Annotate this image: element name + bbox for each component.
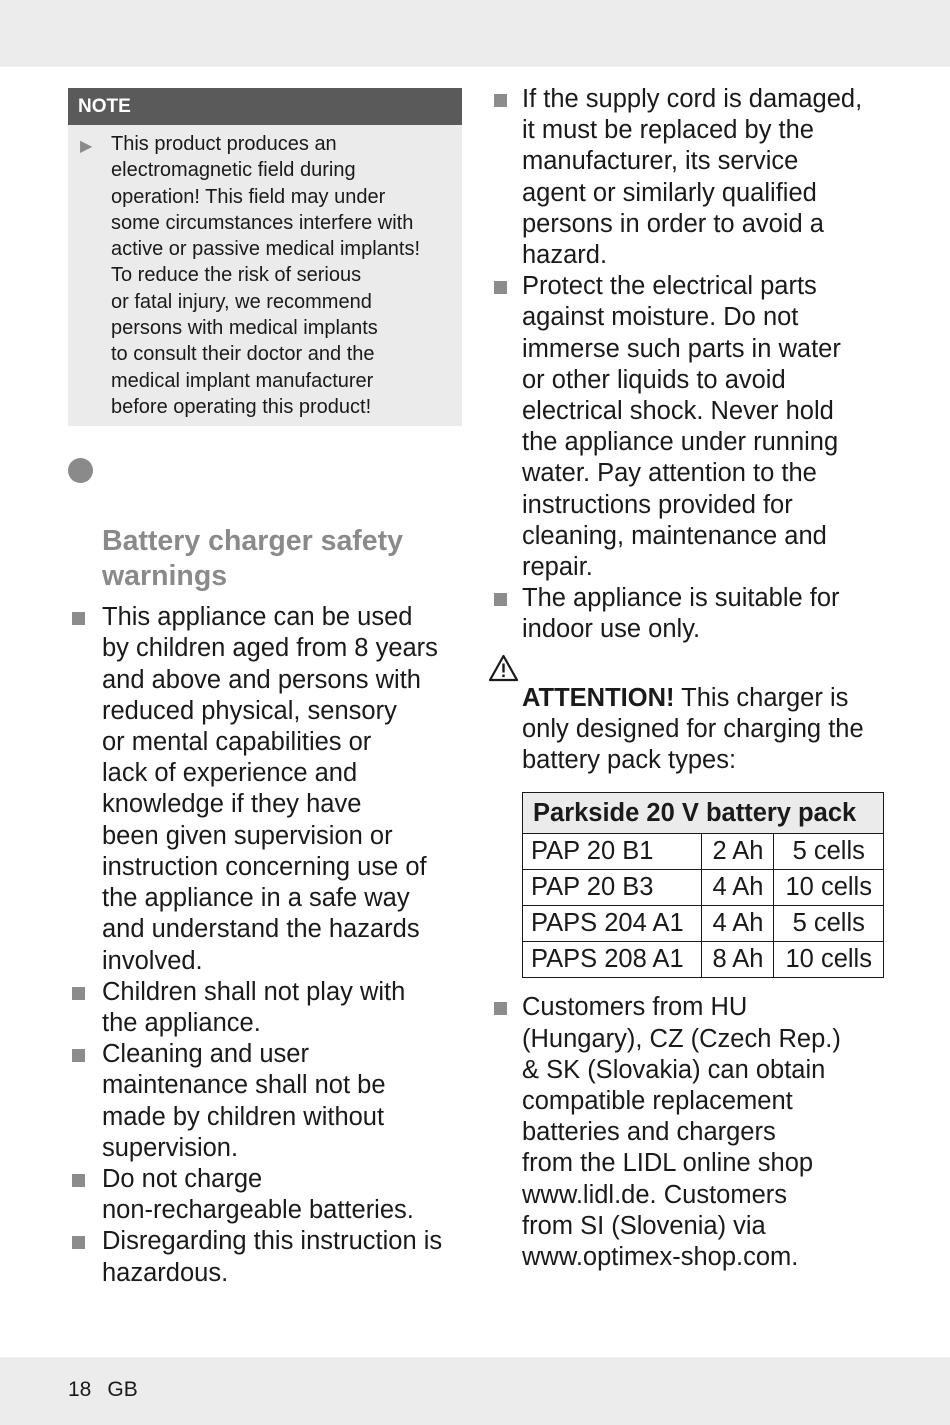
capacity-cell: 4 Ah <box>702 870 774 906</box>
section-heading-text: Battery charger safety warnings <box>102 525 403 593</box>
list-item <box>488 84 884 271</box>
list-item-text: Children shall not play with the appliance. <box>102 977 406 1037</box>
attention-paragraph <box>488 652 884 777</box>
list-item-text: Disregarding this instruction is hazardous. <box>102 1227 443 1287</box>
list-item <box>488 271 884 583</box>
left-column <box>68 88 462 1289</box>
model-cell: PAP 20 B1 <box>523 834 702 870</box>
capacity-cell: 2 Ah <box>702 834 774 870</box>
square-bullet-icon <box>494 1002 507 1015</box>
capacity-cell: 8 Ah <box>702 942 774 978</box>
list-item <box>68 977 462 1039</box>
list-item <box>488 583 884 645</box>
list-item-text: This appliance can be used by children aged from 8 years and above and persons with reduced physical, sensory or mental capabilities or lack of experience and knowledge if they have been given supervision or instruction concerning use of the appliance in a safe way and understand the hazards involved. <box>102 603 438 975</box>
triangle-right-icon: ▶ <box>80 138 93 155</box>
warning-triangle-icon <box>488 654 519 682</box>
cells-cell: 10 cells <box>774 870 884 906</box>
table-row <box>523 870 884 906</box>
square-bullet-icon <box>72 612 85 625</box>
left-bullet-list <box>68 602 462 1288</box>
list-item-text: If the supply cord is damaged, it must be replaced by the manufacturer, its service agent or similarly qualified persons in order to avoid a hazard. <box>522 85 863 270</box>
attention-label: ATTENTION! <box>522 683 675 712</box>
square-bullet-icon <box>494 281 507 294</box>
list-item-text: Do not charge non-rechargeable batteries. <box>102 1164 414 1225</box>
note-text: This product produces an electromagnetic field during operation! This field may under some circumstances interfere with active or passive medical implants! To reduce the risk of serious or fatal injury, we recommend persons with medical implants to consult their doctor and the medical implant manufacturer before operating this product! <box>111 133 421 418</box>
list-item-text: The appliance is suitable for indoor use only. <box>522 584 840 644</box>
square-bullet-icon <box>72 987 85 1000</box>
page-number: 18 <box>68 1378 92 1401</box>
square-bullet-icon <box>72 1236 85 1249</box>
square-bullet-icon <box>72 1049 85 1062</box>
square-bullet-icon <box>72 1174 85 1187</box>
cells-cell: 10 cells <box>774 942 884 978</box>
list-item <box>68 1164 462 1226</box>
list-item-text: Cleaning and user maintenance shall not be made by children without supervision. <box>102 1040 386 1162</box>
battery-pack-table <box>522 792 884 978</box>
list-item <box>68 1226 462 1288</box>
note-header: NOTE <box>68 88 462 125</box>
model-cell: PAPS 204 A1 <box>523 906 702 942</box>
note-body <box>68 125 462 426</box>
square-bullet-icon <box>494 94 507 107</box>
list-item <box>68 1039 462 1164</box>
list-item-text: Customers from HU (Hungary), CZ (Czech Rep.) & SK (Slovakia) can obtain compatible replacement batteries and chargers from the LIDL online shop www.lidl.de. Customers from SI (Slovenia) via www.optimex-shop.com. <box>522 993 841 1272</box>
table-header-row <box>523 793 884 834</box>
top-band <box>0 0 950 67</box>
list-item-text: Protect the electrical parts against moisture. Do not immerse such parts in water or other liquids to avoid electrical shock. Never hold the appliance under running water. Pay attention to the instructions provided for cleaning, maintenance and repair. <box>522 272 841 582</box>
table-row <box>523 942 884 978</box>
section-heading <box>68 454 462 594</box>
table-header: Parkside 20 V battery pack <box>523 793 884 834</box>
circle-bullet-icon <box>68 458 93 483</box>
page-footer <box>68 1378 154 1402</box>
square-bullet-icon <box>494 593 507 606</box>
capacity-cell: 4 Ah <box>702 906 774 942</box>
cells-cell: 5 cells <box>774 834 884 870</box>
table-row <box>523 906 884 942</box>
model-cell: PAP 20 B3 <box>523 870 702 906</box>
list-item <box>488 992 884 1273</box>
right-column <box>488 84 884 1273</box>
attention-text: This charger is only designed for charging the battery pack types: <box>522 683 864 775</box>
list-item <box>68 602 462 976</box>
table-row <box>523 834 884 870</box>
note-box <box>68 88 462 426</box>
language-code: GB <box>107 1378 138 1401</box>
model-cell: PAPS 208 A1 <box>523 942 702 978</box>
cells-cell: 5 cells <box>774 906 884 942</box>
